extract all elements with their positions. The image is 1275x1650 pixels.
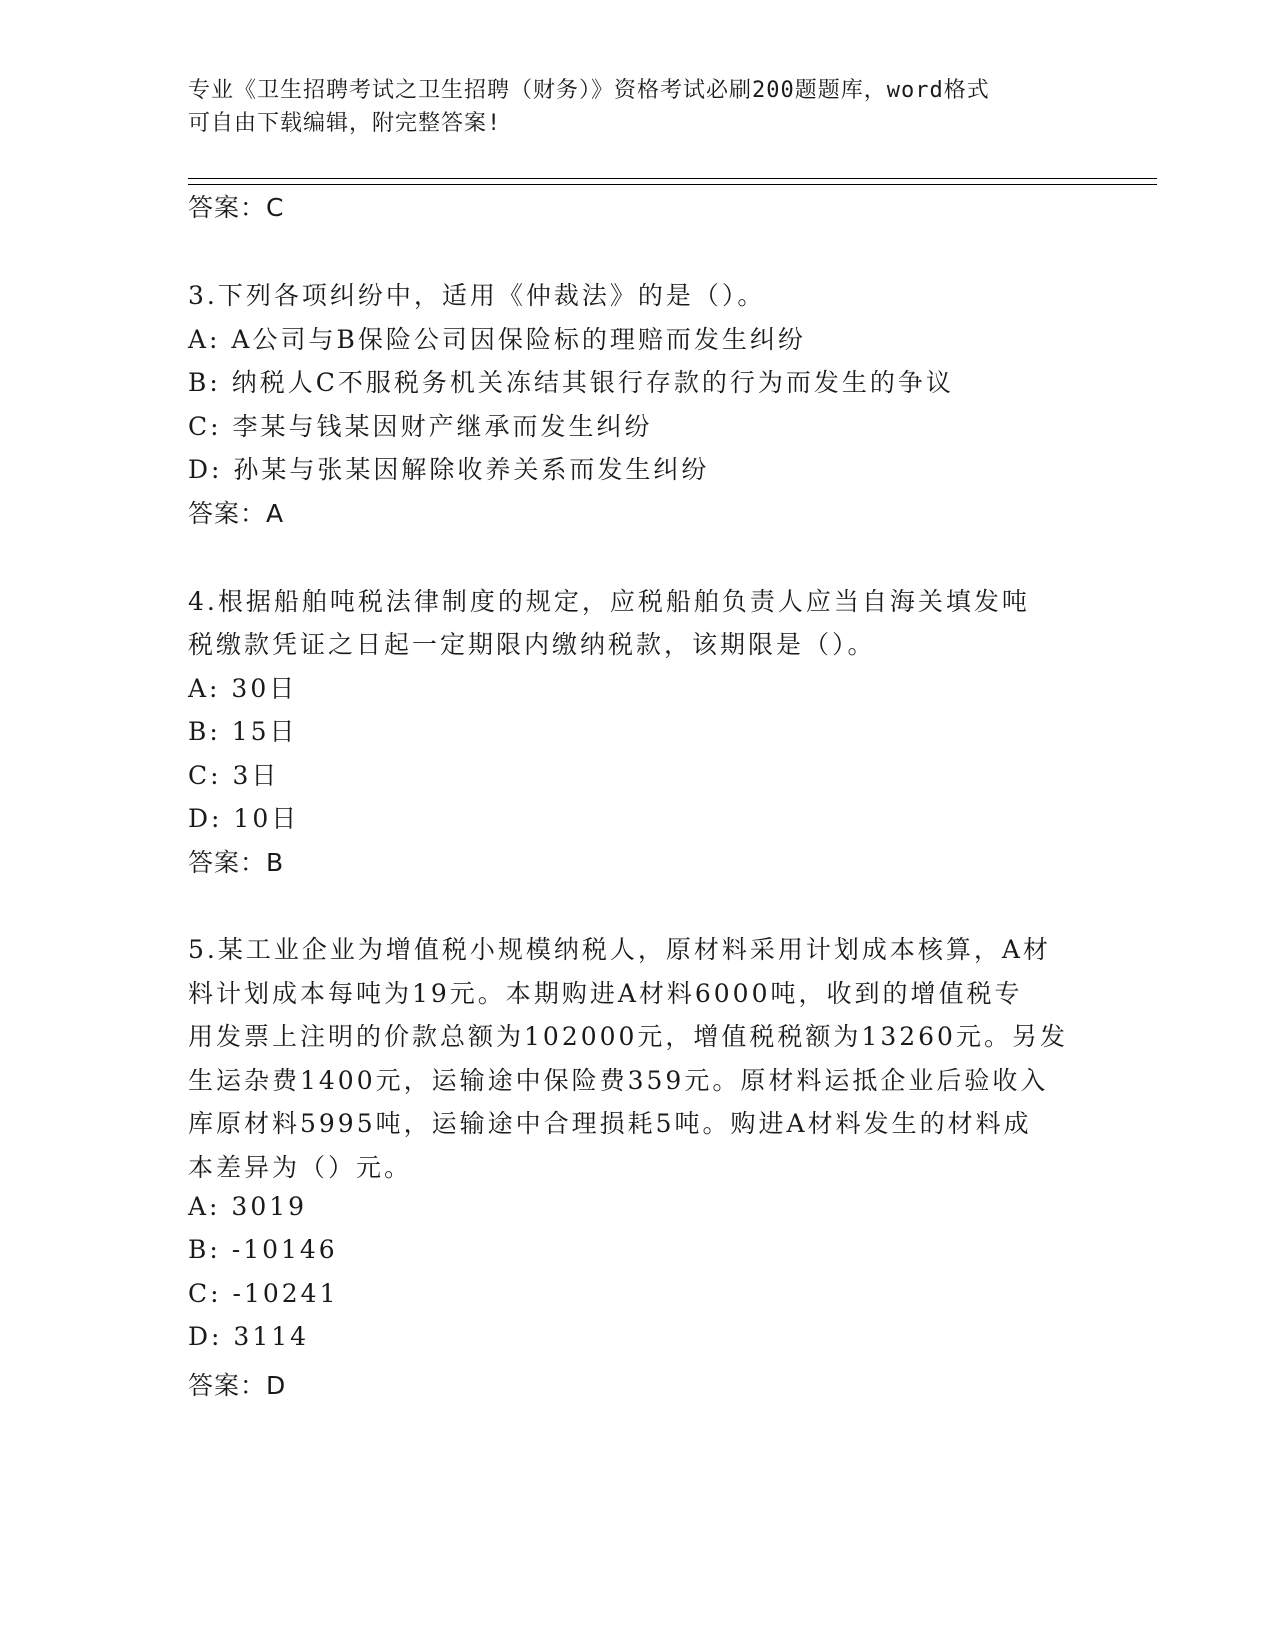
question-stem: 5.某工业企业为增值税小规模纳税人，原材料采用计划成本核算，A材 <box>188 935 1051 964</box>
option-a: A: 3019 <box>188 1192 308 1221</box>
question-stem: 税缴款凭证之日起一定期限内缴纳税款，该期限是（）。 <box>188 630 876 659</box>
option-d: D: 10日 <box>188 804 300 833</box>
question-stem: 生运杂费1400元，运输途中保险费359元。原材料运抵企业后验收入 <box>188 1066 1049 1095</box>
option-c: C: 3日 <box>188 761 280 790</box>
answer-line: 答案：B <box>188 848 285 877</box>
answer-line: 答案：C <box>188 193 285 222</box>
option-b: B: 纳税人C不服税务机关冻结其银行存款的行为而发生的争议 <box>188 368 954 397</box>
question-stem: 4.根据船舶吨税法律制度的规定，应税船舶负责人应当自海关填发吨 <box>188 587 1030 616</box>
option-c: C: -10241 <box>188 1279 339 1308</box>
option-a: A: A公司与B保险公司因保险标的理赔而发生纠纷 <box>188 325 806 354</box>
header-line-2: 可自由下载编辑，附完整答案! <box>188 111 502 136</box>
option-a: A: 30日 <box>188 674 298 703</box>
option-d: D: 3114 <box>188 1322 310 1351</box>
question-stem: 用发票上注明的价款总额为102000元，增值税税额为13260元。另发 <box>188 1022 1068 1051</box>
question-stem: 库原材料5995吨，运输途中合理损耗5吨。购进A材料发生的材料成 <box>188 1109 1032 1138</box>
header-line-1: 专业《卫生招聘考试之卫生招聘（财务）》资格考试必刷200题题库，word格式 <box>188 78 990 103</box>
answer-line: 答案：D <box>188 1371 287 1400</box>
option-d: D: 孙某与张某因解除收养关系而发生纠纷 <box>188 455 710 484</box>
option-c: C: 李某与钱某因财产继承而发生纠纷 <box>188 412 653 441</box>
header-rule-top <box>188 178 1157 179</box>
answer-line: 答案：A <box>188 499 285 528</box>
header-rule-bottom <box>188 184 1157 185</box>
option-b: B: 15日 <box>188 717 298 746</box>
document-header <box>188 74 1088 140</box>
question-stem: 3.下列各项纠纷中，适用《仲裁法》的是（）。 <box>188 281 766 310</box>
question-stem: 料计划成本每吨为19元。本期购进A材料6000吨，收到的增值税专 <box>188 979 1023 1008</box>
option-b: B: -10146 <box>188 1235 338 1264</box>
question-stem: 本差异为（）元。 <box>188 1153 413 1182</box>
